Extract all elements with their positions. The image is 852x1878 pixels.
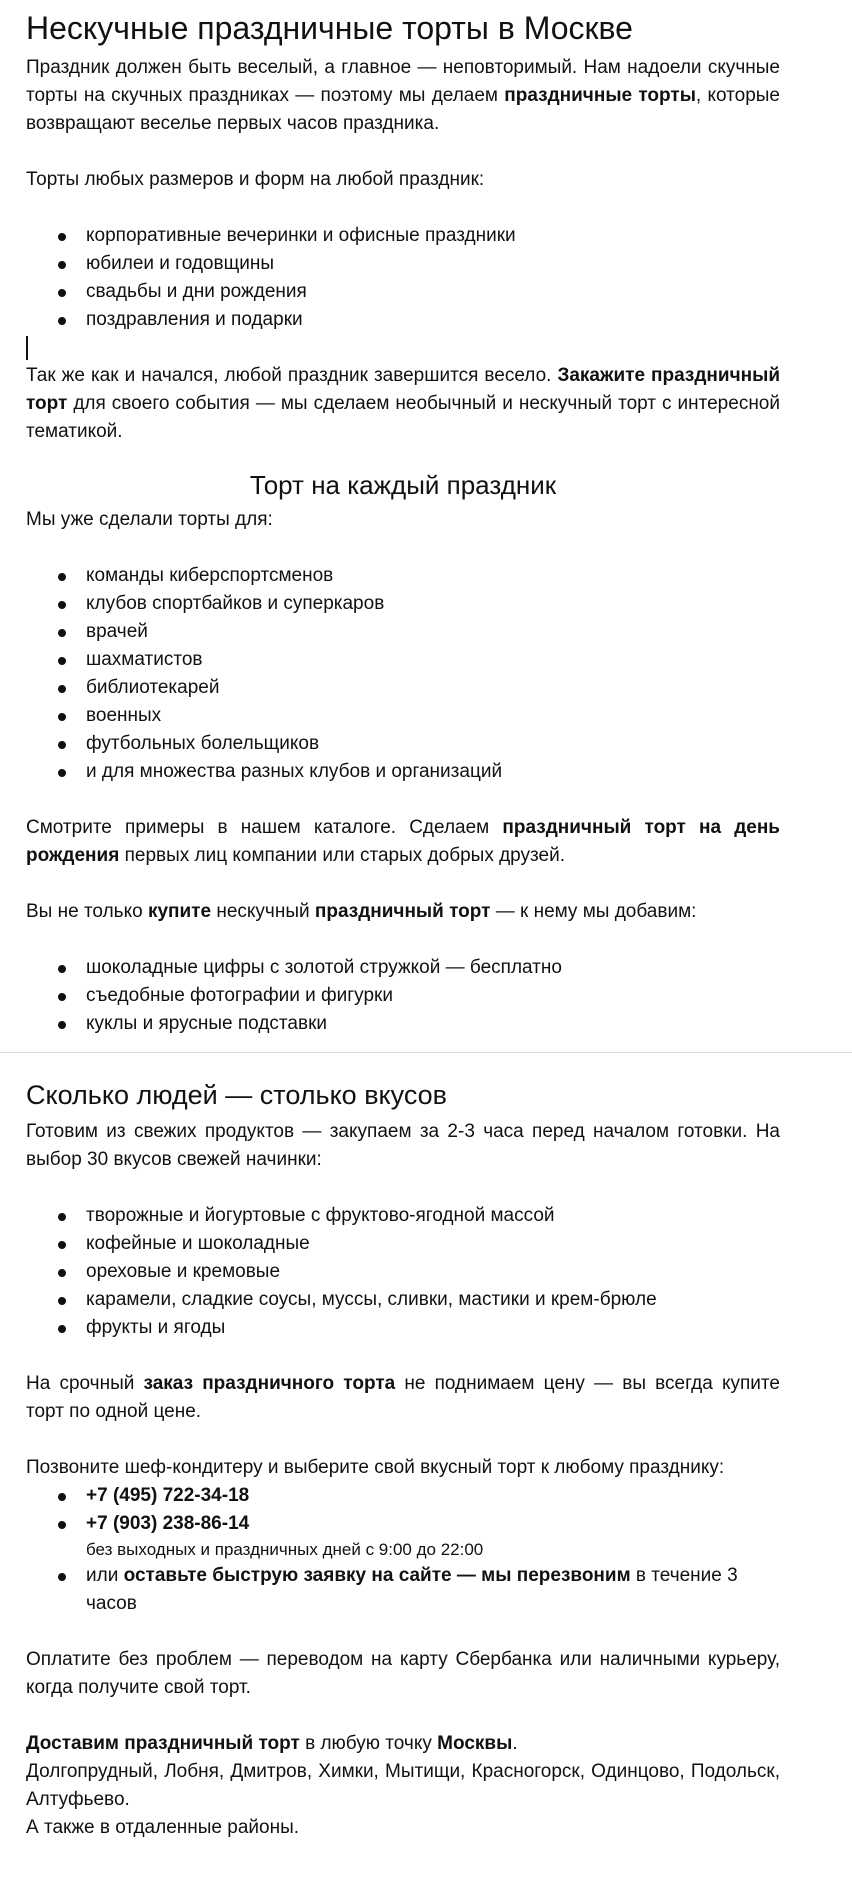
hours-note: без выходных и праздничных дней с 9:00 до 22:00 (86, 1540, 484, 1559)
made-for-paragraph: Мы уже сделали торты для: (26, 509, 273, 530)
payment-paragraph: Оплатите без проблем — переводом на карту Сбербанка или наличными курьеру, когда получите свой торт. (26, 1649, 780, 1698)
phone-link-2[interactable]: +7 (903) 238-86-14 (86, 1513, 250, 1534)
catalog-paragraph: Смотрите примеры в нашем каталоге. Сделаем праздничный торт на день рождения первых лиц компании или старых добрых друзей. (26, 817, 780, 866)
content-section-2 (26, 1078, 780, 1842)
list-item: фрукты и ягоды (26, 1314, 780, 1342)
occasions-list (26, 222, 780, 334)
list-item: карамели, сладкие соусы, муссы, сливки, мастики и крем-брюле (26, 1286, 780, 1314)
section-divider (0, 1052, 852, 1053)
intro-paragraph: Праздник должен быть веселый, а главное — неповторимый. Нам надоели скучные торты на скучных праздниках — поэтому мы делаем праздничные торты, которые возвращают веселье первых часов праздника. (26, 57, 780, 134)
flavors-list (26, 1202, 780, 1342)
list-item: корпоративные вечеринки и офисные праздники (26, 222, 780, 250)
cities-paragraph: Долгопрудный, Лобня, Дмитров, Химки, Мытищи, Красногорск, Одинцово, Подольск, Алтуфьево. (26, 1761, 780, 1810)
list-item: футбольных болельщиков (26, 730, 780, 758)
list-item: врачей (26, 618, 780, 646)
list-item: библиотекарей (26, 674, 780, 702)
section-title: Сколько людей — столько вкусов (26, 1080, 448, 1110)
clients-list (26, 562, 780, 786)
request-item: или оставьте быструю заявку на сайте — мы перезвоним в течение 3 часов (26, 1562, 780, 1618)
list-item: ореховые и кремовые (26, 1258, 780, 1286)
extras-list (26, 954, 780, 1038)
list-item: клубов спортбайков и суперкаров (26, 590, 780, 618)
contacts-list (26, 1482, 780, 1618)
list-item: команды киберспортсменов (26, 562, 780, 590)
phone-item-2 (26, 1510, 780, 1562)
list-item: творожные и йогуртовые с фруктово-ягодной массой (26, 1202, 780, 1230)
list-item: куклы и ярусные подставки (26, 1010, 780, 1038)
list-item: съедобные фотографии и фигурки (26, 982, 780, 1010)
list-item: свадьбы и дни рождения (26, 278, 780, 306)
phone-link-1[interactable]: +7 (495) 722-34-18 (26, 1482, 780, 1510)
fresh-paragraph: Готовим из свежих продуктов — закупаем за 2-3 часа перед началом готовки. На выбор 30 вкусов свежей начинки: (26, 1121, 780, 1170)
list-item: и для множества разных клубов и организаций (26, 758, 780, 786)
sizes-paragraph: Торты любых размеров и форм на любой праздник: (26, 169, 485, 190)
request-link[interactable]: оставьте быструю заявку на сайте — мы перезвоним (123, 1565, 631, 1586)
list-item: шоколадные цифры с золотой стружкой — бесплатно (26, 954, 780, 982)
list-item: юбилеи и годовщины (26, 250, 780, 278)
order-paragraph: Так же как и начался, любой праздник завершится весело. Закажите праздничный торт для своего события — мы сделаем необычный и нескучный торт с интересной тематикой. (26, 365, 780, 442)
extras-intro-paragraph: Вы не только купите нескучный праздничный торт — к нему мы добавим: (26, 901, 697, 922)
delivery-paragraph: Доставим праздничный торт в любую точку Москвы. (26, 1733, 518, 1754)
section-subtitle: Торт на каждый праздник (249, 470, 557, 500)
list-item: кофейные и шоколадные (26, 1230, 780, 1258)
content-section-1 (26, 0, 780, 1038)
list-item: военных (26, 702, 780, 730)
page-title: Нескучные праздничные торты в Москве (26, 10, 633, 46)
call-paragraph: Позвоните шеф-кондитеру и выберите свой вкусный торт к любому празднику: (26, 1457, 725, 1478)
text-cursor (26, 336, 28, 360)
urgent-paragraph: На срочный заказ праздничного торта не поднимаем цену — вы всегда купите торт по одной цене. (26, 1373, 780, 1422)
list-item: шахматистов (26, 646, 780, 674)
remote-paragraph: А также в отдаленные районы. (26, 1817, 300, 1838)
list-item: поздравления и подарки (26, 306, 780, 334)
